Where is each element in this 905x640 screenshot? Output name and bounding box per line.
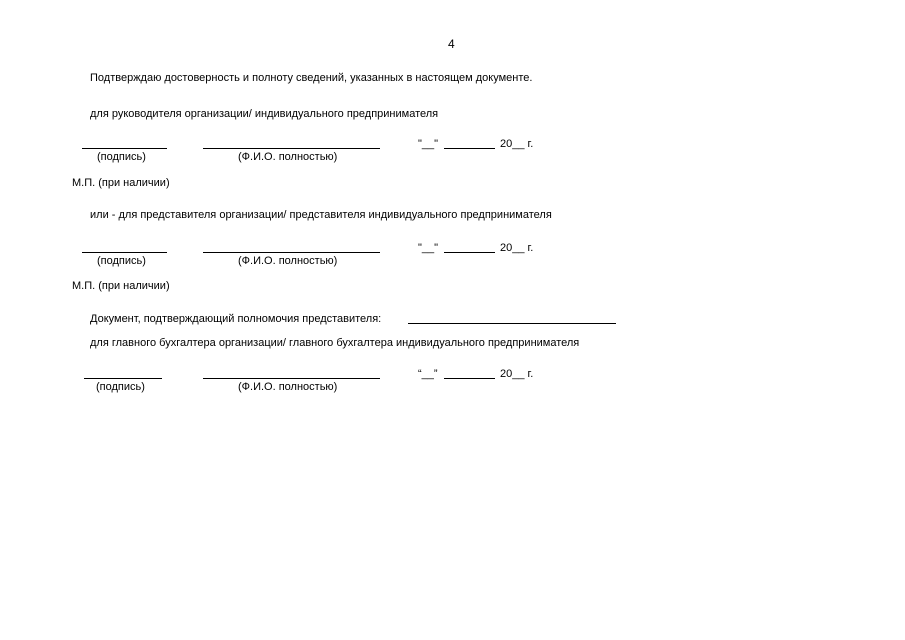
accountant-date-month-line <box>444 378 495 379</box>
accountant-date-year: 20__ г. <box>500 368 534 380</box>
head-stamp-label: М.П. (при наличии) <box>72 177 170 189</box>
representative-signature-line <box>82 252 167 253</box>
representative-section-title: или - для представителя организации/ представителя индивидуального предпринимателя <box>90 209 552 221</box>
head-fio-caption: (Ф.И.О. полностью) <box>238 151 338 163</box>
accountant-section-title: для главного бухгалтера организации/ главного бухгалтера индивидуального предпринимателя <box>90 337 580 349</box>
authority-document-line <box>408 323 616 324</box>
head-date-month-line <box>444 148 495 149</box>
accountant-signature-line <box>84 378 162 379</box>
accountant-signature-caption: (подпись) <box>96 381 145 393</box>
authority-document-label: Документ, подтверждающий полномочия представителя: <box>90 313 382 325</box>
representative-fio-line <box>203 252 380 253</box>
representative-date-month-line <box>444 252 495 253</box>
representative-fio-caption: (Ф.И.О. полностью) <box>238 255 338 267</box>
representative-signature-caption: (подпись) <box>97 255 146 267</box>
head-date-quote: "__" <box>418 138 439 150</box>
head-signature-caption: (подпись) <box>97 151 146 163</box>
head-fio-line <box>203 148 380 149</box>
accountant-fio-caption: (Ф.И.О. полностью) <box>238 381 338 393</box>
page-number: 4 <box>448 37 455 51</box>
head-date-year: 20__ г. <box>500 138 534 150</box>
representative-date-quote: "__" <box>418 242 439 254</box>
representative-stamp-label: М.П. (при наличии) <box>72 280 170 292</box>
accountant-fio-line <box>203 378 380 379</box>
accountant-date-quote: “__” <box>418 368 438 380</box>
confirmation-text: Подтверждаю достоверность и полноту сведений, указанных в настоящем документе. <box>90 72 533 84</box>
head-signature-line <box>82 148 167 149</box>
representative-date-year: 20__ г. <box>500 242 534 254</box>
head-section-title: для руководителя организации/ индивидуального предпринимателя <box>90 108 439 120</box>
